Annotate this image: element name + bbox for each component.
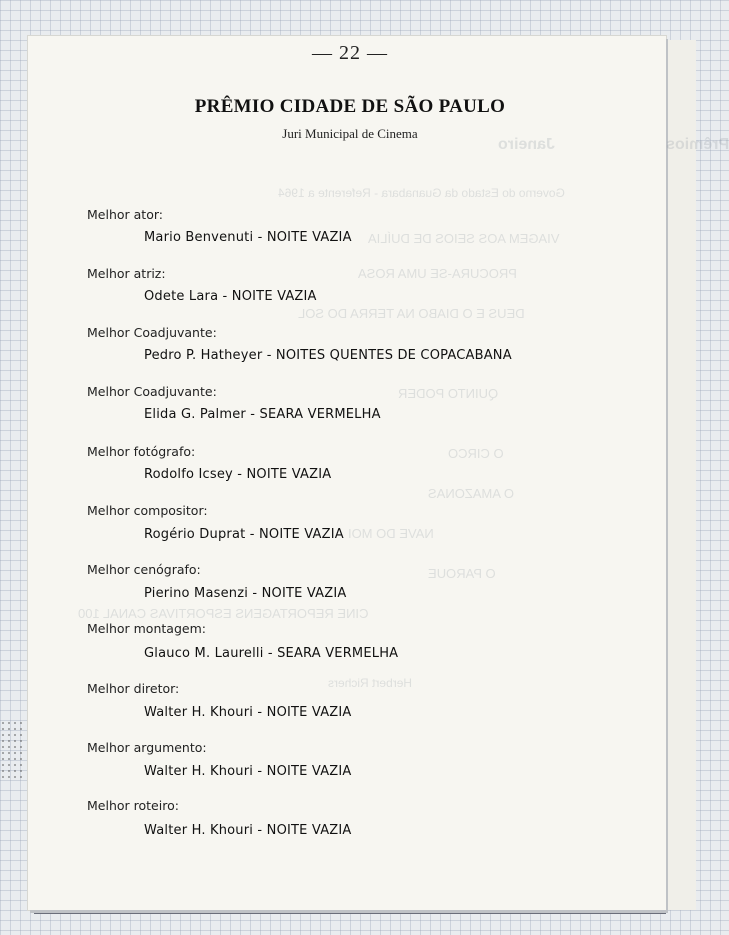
award-winner: Walter H. Khouri - NOITE VAZIA	[144, 764, 352, 779]
award-category: Melhor montagem:	[87, 621, 206, 636]
award-category: Melhor fotógrafo:	[87, 444, 196, 459]
award-winner: Elida G. Palmer - SEARA VERMELHA	[144, 407, 381, 422]
award-winner: Odete Lara - NOITE VAZIA	[144, 289, 317, 304]
award-winner: Glauco M. Laurelli - SEARA VERMELHA	[144, 646, 399, 661]
award-winner: Pedro P. Hatheyer - NOITES QUENTES DE COPACABANA	[144, 348, 512, 363]
award-winner: Rogério Duprat - NOITE VAZIA	[144, 527, 344, 542]
page-title: PRÊMIO CIDADE DE SÃO PAULO	[194, 96, 506, 117]
award-winner: Walter H. Khouri - NOITE VAZIA	[144, 823, 352, 838]
page-subtitle: Juri Municipal de Cinema	[282, 126, 418, 141]
award-winner: Mario Benvenuti - NOITE VAZIA	[144, 230, 352, 245]
page-number: — 22 —	[312, 42, 388, 64]
award-category: Melhor Coadjuvante:	[87, 384, 217, 399]
grid-dots	[0, 720, 24, 780]
award-category: Melhor diretor:	[87, 681, 180, 696]
award-category: Melhor Coadjuvante:	[87, 325, 217, 340]
award-category: Melhor atriz:	[87, 266, 166, 281]
award-category: Melhor compositor:	[87, 503, 208, 518]
award-category: Melhor cenógrafo:	[87, 562, 201, 577]
award-winner: Walter H. Khouri - NOITE VAZIA	[144, 705, 352, 720]
award-winner: Pierino Masenzi - NOITE VAZIA	[144, 586, 347, 601]
award-category: Melhor roteiro:	[87, 798, 179, 813]
award-winner: Rodolfo Icsey - NOITE VAZIA	[144, 467, 332, 482]
bleed-through-text: Prêmios Janeiro Governo do Estado da Guanabara - Referente a 1964 VIAGEM AOS SEIOS DE DUÍLIA PROCURA-SE UMA ROSA DEUS E O DIABO NA TERRA DO SOL QUINTO PODER O CIRCO O AMAZONAS NAVE DO MOI O PAROUE CINE REPORTAGENS ESPORTIVAS CANAL 100 Herbert Richers	[78, 136, 729, 690]
next-page-edge	[666, 40, 696, 910]
award-category: Melhor ator:	[87, 207, 163, 222]
award-category: Melhor argumento:	[87, 740, 207, 755]
